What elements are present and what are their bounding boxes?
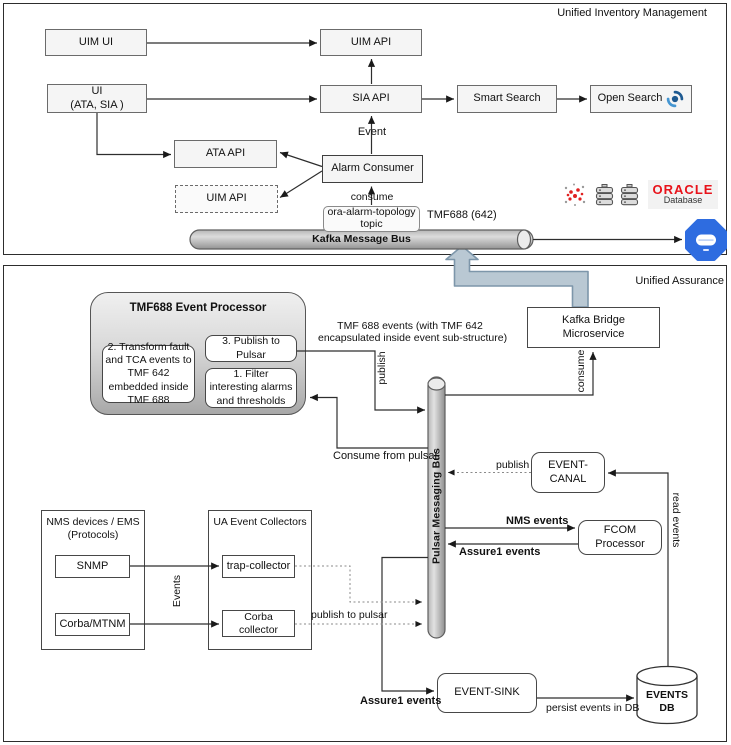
sia-api-box: SIA API xyxy=(320,85,422,113)
snmp-box: SNMP xyxy=(55,555,130,578)
database-server-icon xyxy=(594,184,615,207)
tmf688-events-note-line1: TMF 688 events (with TMF 642 xyxy=(337,320,483,332)
open-search-box xyxy=(590,85,692,113)
tmf688-642-label: TMF688 (642) xyxy=(427,209,497,221)
step3-publish-box: 3. Publish to Pulsar xyxy=(205,335,297,362)
kafka-bridge-microservice-box xyxy=(527,307,660,348)
fcom-processor-box xyxy=(578,520,662,555)
event-sink-box: EVENT-SINK xyxy=(437,673,537,713)
alarmconsumer-to-ataapi-arrow xyxy=(280,153,322,167)
nms-events-label: NMS events xyxy=(506,515,569,527)
alarm-consumer-box: Alarm Consumer xyxy=(322,155,423,183)
ui-box-line2: (ATA, SIA ) xyxy=(70,98,124,111)
events-db-label xyxy=(637,689,697,714)
ua-collectors-title: UA Event Collectors xyxy=(213,516,307,528)
assure1-events-mid-label: Assure1 events xyxy=(459,546,541,558)
ui-box-line1: UI xyxy=(91,85,103,98)
uim-ui-box: UIM UI xyxy=(45,29,147,56)
pulsarbus-to-kafkabridge-arrow xyxy=(445,352,593,395)
ui-box xyxy=(47,84,147,113)
uim-panel-title: Unified Inventory Management xyxy=(557,7,707,19)
consume-from-pulsar-label: Consume from pulsar xyxy=(333,450,439,462)
fcom-line1: FCOM xyxy=(603,524,637,537)
open-search-label: Open Search xyxy=(597,92,663,105)
event-canal-box xyxy=(531,452,605,493)
kafka-bridge-line2: Microservice xyxy=(562,327,625,340)
event-canal-line1: EVENT- xyxy=(548,459,588,472)
persist-events-label: persist events in DB xyxy=(546,702,640,714)
tmf688-events-note-line2: encapsulated inside event sub-structure) xyxy=(318,332,508,344)
eventsdb-to-eventcanal-arrow xyxy=(608,473,668,666)
ui-to-ataapi-arrow xyxy=(97,113,171,155)
database-server-icon-2 xyxy=(619,184,640,207)
publish-to-pulsarbus-arrow xyxy=(297,351,425,410)
corba-mtnm-box: Corba/MTNM xyxy=(55,613,130,636)
topic-line1: ora-alarm-topology xyxy=(327,206,416,219)
publish-dotted-label: publish xyxy=(496,459,530,471)
event-canal-line2: CANAL xyxy=(549,472,587,485)
consume-from-pulsar-arrow xyxy=(310,398,428,449)
topic-line2: topic xyxy=(360,218,383,230)
oracle-database-logo xyxy=(648,180,718,209)
events-db-line2: DB xyxy=(659,701,675,714)
publish-label: publish xyxy=(376,351,388,385)
uim-api-dashed-box: UIM API xyxy=(175,185,278,213)
smart-search-box: Smart Search xyxy=(457,85,557,113)
nms-title-line2: (Protocols) xyxy=(67,529,119,542)
tmf688-event-processor-title: TMF688 Event Processor xyxy=(129,302,267,314)
publish-to-pulsar-label: publish to pulsar xyxy=(311,609,388,621)
consume-label-top: consume xyxy=(350,191,394,203)
events-db-line1: EVENTS xyxy=(645,689,688,701)
red-cluster-icon xyxy=(563,183,587,207)
corba-collector-line2: collector xyxy=(238,623,279,636)
assure1-events-bottom-label: Assure1 events xyxy=(360,695,442,707)
fcom-line2: Processor xyxy=(595,537,645,550)
pulsar-messaging-bus-label: Pulsar Messaging Bus xyxy=(430,447,443,565)
corba-collector-box xyxy=(222,610,295,637)
step1-filter-box: 1. Filter interesting alarms and thresholds xyxy=(205,368,297,408)
read-events-label: read events xyxy=(670,492,682,548)
kafka-bridge-line1: Kafka Bridge xyxy=(562,314,625,327)
consume-label-bottom: consume xyxy=(575,349,587,393)
blue-stream-service-icon xyxy=(685,219,727,261)
uim-api-box: UIM API xyxy=(320,29,422,56)
trap-collector-box: trap-collector xyxy=(222,555,295,578)
kafka-bridge-pipe-arrow xyxy=(446,246,588,307)
alarmconsumer-to-uimapi-arrow xyxy=(280,171,322,198)
step2-transform-box: 2. Transform fault and TCA events to TMF 642 embedded inside TMF 688 xyxy=(102,345,195,403)
oracle-database-label: Database xyxy=(663,195,703,206)
events-label: Events xyxy=(171,574,183,608)
event-label: Event xyxy=(357,126,387,138)
ua-panel-title: Unified Assurance xyxy=(635,275,724,287)
opensearch-swirl-icon xyxy=(666,90,684,108)
corba-collector-line1: Corba xyxy=(244,610,273,623)
oracle-wordmark: ORACLE xyxy=(652,182,714,198)
ata-api-box: ATA API xyxy=(174,140,277,168)
ora-alarm-topology-topic-box xyxy=(323,206,420,232)
trapcollector-dotted-arrow xyxy=(295,566,422,602)
nms-title-line1: NMS devices / EMS xyxy=(46,516,140,528)
kafka-message-bus-label: Kafka Message Bus xyxy=(312,233,411,245)
